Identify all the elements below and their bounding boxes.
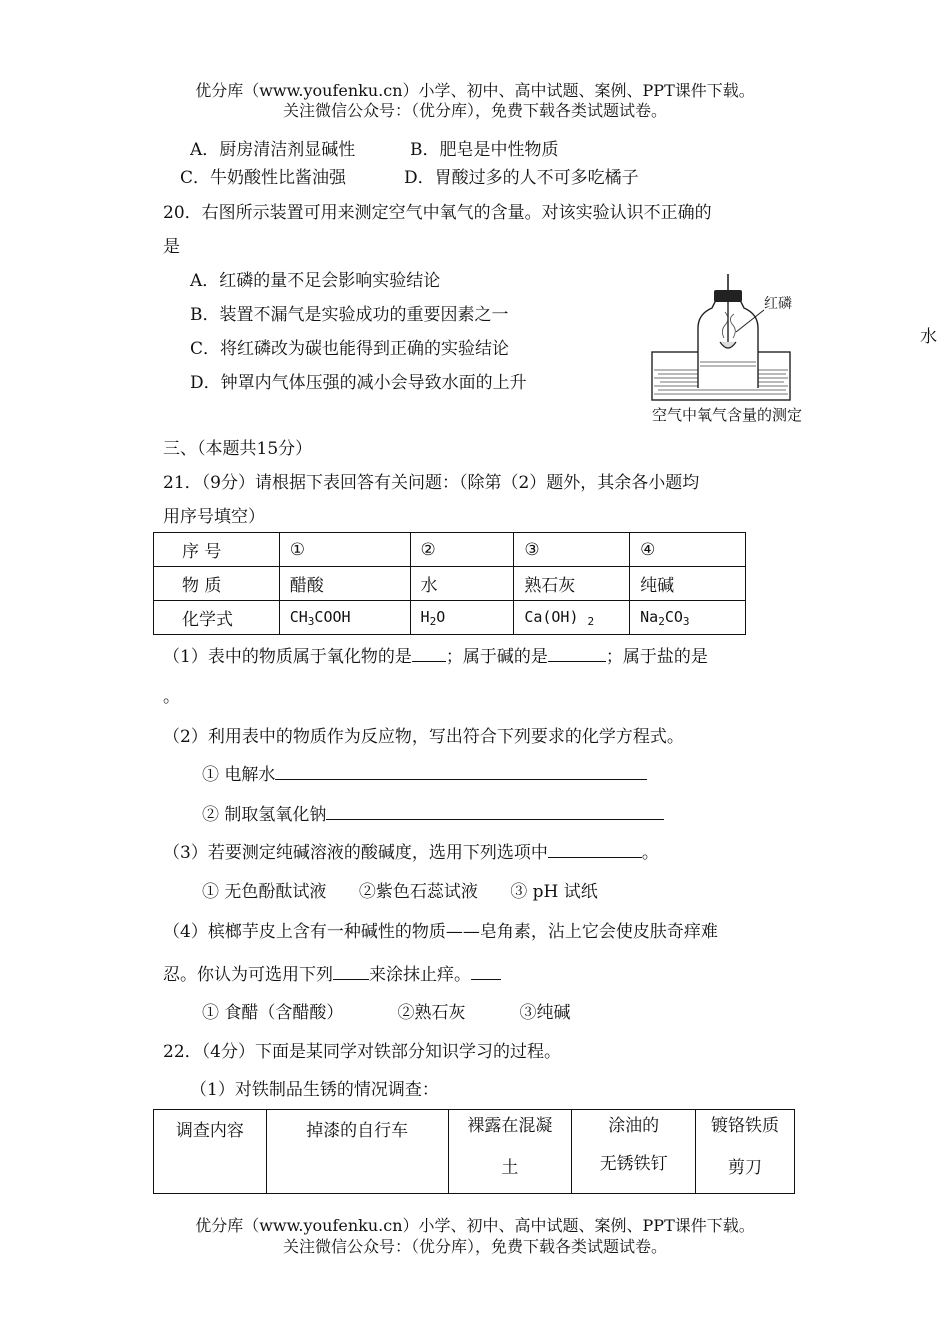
table-cell: 掉漆的自行车 (266, 1110, 448, 1194)
answer-blank[interactable] (333, 962, 369, 980)
table-cell: 调查内容 (154, 1110, 267, 1194)
q21-part1: （1）表中的物质属于氧化物的是 ；属于碱的是 ；属于盐的是 (163, 642, 708, 667)
table-row (154, 567, 746, 601)
table-cell: 序 号 (154, 533, 280, 567)
table-cell: ④ (630, 533, 746, 567)
table-cell: 物 质 (154, 567, 280, 601)
q22-stem: 22．（4分）下面是某同学对铁部分知识学习的过程。 (163, 1042, 561, 1062)
page-header-line1: 优分库（www.youfenku.cn）小学、初中、高中试题、案例、PPT课件下载。 (195, 81, 755, 100)
table-cell: 熟石灰 (514, 567, 630, 601)
q19-option-d: D．胃酸过多的人不可多吃橘子 (404, 168, 639, 188)
table-row (154, 601, 746, 635)
formula-water: $H_2O$ (410, 601, 514, 635)
q21-part1-end: 。 (163, 687, 180, 707)
table-cell: 镀铬铁质 剪刀 (696, 1110, 795, 1194)
table-cell: ② (410, 533, 514, 567)
figure-caption: 空气中氧气含量的测定 (652, 406, 803, 424)
q21-part2-i: ① 电解水 (202, 760, 647, 785)
answer-blank[interactable] (548, 840, 642, 858)
q21-part2-ii: ② 制取氢氧化钠 (202, 800, 664, 825)
formula-acetic-acid: $CH_3COOH$ (279, 601, 410, 635)
q20-stem: 20．右图所示装置可用来测定空气中氧气的含量。对该实验认识不正确的 (163, 203, 712, 223)
q21-part4: （4）槟榔芋皮上含有一种碱性的物质——皂角素，沾上它会使皮肤奇痒难 (163, 922, 718, 942)
q21-table (153, 532, 746, 635)
table-row (154, 1110, 795, 1194)
table-cell: 纯碱 (630, 567, 746, 601)
answer-blank[interactable] (326, 802, 664, 820)
table-cell: ① (279, 533, 410, 567)
q19-option-a: A．厨房清洁剂显碱性 (190, 140, 356, 160)
q21-part2: （2）利用表中的物质作为反应物，写出符合下列要求的化学方程式。 (163, 727, 684, 747)
q20-option-a: A．红磷的量不足会影响实验结论 (190, 271, 441, 291)
q21-stem: 21．（9分）请根据下表回答有关问题：（除第（2）题外，其余各小题均 (163, 473, 700, 493)
q20-option-b: B．装置不漏气是实验成功的重要因素之一 (190, 305, 509, 325)
q19-option-c: C．牛奶酸性比酱油强 (180, 168, 347, 188)
q20-stem-cont: 是 (163, 237, 180, 257)
q20-option-c: C．将红磷改为碳也能得到正确的实验结论 (190, 339, 510, 359)
q21-part4-cont: 忍。你认为可选用下列 来涂抹止痒。 (163, 960, 501, 985)
answer-blank[interactable] (275, 762, 647, 780)
answer-blank[interactable] (471, 962, 501, 980)
q20-option-d: D．钟罩内气体压强的减小会导致水面的上升 (190, 373, 527, 393)
q21-part4-options: ① 食醋（含醋酸） ②熟石灰 ③纯碱 (202, 1003, 571, 1023)
table-cell: 化学式 (154, 601, 280, 635)
table-cell: ③ (514, 533, 630, 567)
bell-jar-apparatus-figure (640, 270, 830, 405)
formula-slaked-lime: Ca(OH) $_2$ (514, 601, 630, 635)
side-label-water: 水 (920, 327, 937, 347)
answer-blank[interactable] (412, 644, 446, 662)
q22-part1: （1）对铁制品生锈的情况调查： (190, 1080, 439, 1100)
table-cell: 醋酸 (279, 567, 410, 601)
figure-label-red-phosphorus: 红磷 (764, 296, 792, 312)
table-cell: 裸露在混凝 土 (448, 1110, 572, 1194)
formula-soda-ash: $Na_2CO_3$ (630, 601, 746, 635)
q21-part3: （3）若要测定纯碱溶液的酸碱度，选用下列选项中 。 (163, 838, 659, 863)
q21-stem-cont: 用序号填空） (163, 507, 265, 527)
table-cell: 水 (410, 567, 514, 601)
table-row (154, 533, 746, 567)
section-title: 三、（本题共15分） (163, 439, 313, 459)
page-footer-line1: 优分库（www.youfenku.cn）小学、初中、高中试题、案例、PPT课件下载。 (195, 1216, 755, 1235)
answer-blank[interactable] (548, 644, 606, 662)
page-header-line2: 关注微信公众号：（优分库），免费下载各类试题试卷。 (282, 101, 667, 120)
table-cell: 涂油的 无锈铁钉 (572, 1110, 696, 1194)
q21-part3-options: ① 无色酚酞试液 ②紫色石蕊试液 ③ pH 试纸 (202, 882, 598, 902)
page-footer-line2: 关注微信公众号：（优分库），免费下载各类试题试卷。 (282, 1237, 667, 1256)
q19-option-b: B．肥皂是中性物质 (410, 140, 559, 160)
q22-table (153, 1109, 795, 1194)
